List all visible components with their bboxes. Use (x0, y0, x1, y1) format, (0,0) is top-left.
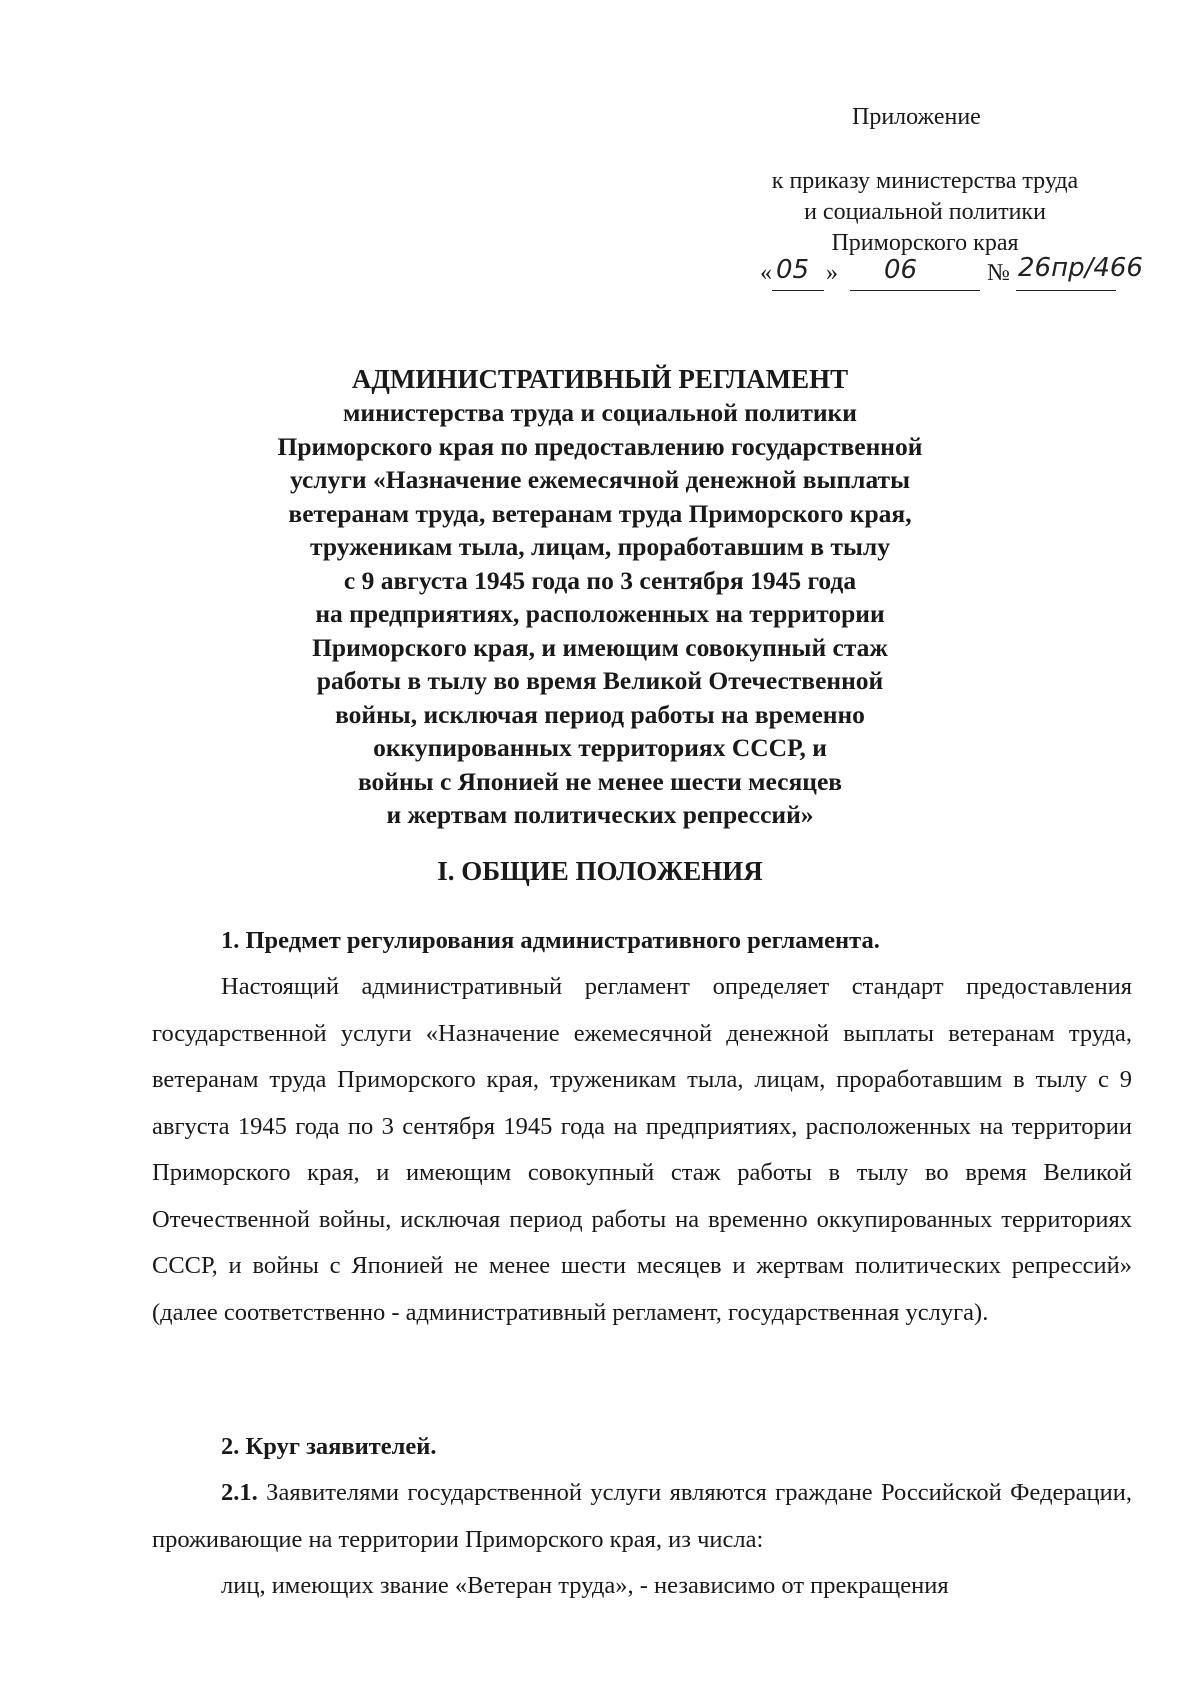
title-line: с 9 августа 1945 года по 3 сентября 1945 года (343, 565, 857, 595)
title-line: труженикам тыла, лицам, проработавшим в тылу (310, 532, 890, 561)
title-line: ветеранам труда, ветеранам труда Приморского края, (288, 498, 912, 528)
annex-line: к приказу министерства труда (771, 168, 1079, 194)
date-month-underline (850, 290, 980, 291)
number-prefix: № (987, 260, 1010, 286)
date-month: 06 (884, 255, 918, 285)
paragraph-veterans: лиц, имеющих звание «Ветеран труда», - независимо от прекращения (221, 1572, 949, 1599)
title-line: Приморского края, и имеющим совокупный стаж (312, 632, 888, 662)
annex-line: Приморского края (831, 230, 1019, 256)
date-day-underline (772, 290, 824, 291)
paragraph-subject: Настоящий административный регламент определяет стандарт предоставления государственной услуги «Назначение ежемесячной денежной выплаты ветеранам труда, ветеранам труда Приморского края, труженикам тыла, лицам, проработавшим в тылу с 9 августа 1945 года по 3 сентября 1945 года на предприятиях, расположенных на территории Приморского края, и имеющим совокупный стаж работы в тылу во время Великой Отечественной войны, исключая период работы на временно оккупированных территориях СССР, и войны с Японией не менее шести месяцев и жертвам политических репрессий» (далее соответственно - административный регламент, государственная услуга). (152, 973, 1132, 1326)
title-line: войны с Японией не менее шести месяцев (357, 766, 843, 796)
paragraph-applicants (152, 1470, 1132, 1563)
title-line: Приморского края по предоставлению государственной (277, 431, 923, 461)
title-line: и жертвам политических репрессий» (386, 800, 814, 829)
clause-text: Заявителями государственной услуги являются граждане Российской Федерации, проживающие на территории Приморского края, из числа: (152, 1479, 1132, 1553)
section-heading: I. ОБЩИЕ ПОЛОЖЕНИЯ (437, 856, 763, 886)
title-line: войны, исключая период работы на временно (335, 699, 865, 729)
order-number-underline (1016, 290, 1116, 291)
date-close-quote: » (826, 260, 838, 286)
title-line: оккупированных территориях СССР, и (373, 733, 827, 762)
subheading-applicants: 2. Круг заявителей. (221, 1433, 437, 1460)
title-line: на предприятиях, расположенных на территории (315, 599, 885, 628)
clause-number: 2.1. (221, 1479, 258, 1506)
subheading-subject: 1. Предмет регулирования административного регламента. (221, 927, 880, 954)
title-main: АДМИНИСТРАТИВНЫЙ РЕГЛАМЕНТ (351, 364, 849, 394)
annex-label: Приложение (852, 104, 981, 130)
date-day: 05 (776, 255, 810, 285)
title-line: работы в тылу во время Великой Отечественной (316, 666, 884, 695)
order-number: 26пр/466 (1018, 253, 1143, 283)
annex-reference (735, 166, 1115, 259)
title-line: услуги «Назначение ежемесячной денежной выплаты (290, 465, 910, 494)
annex-line: и социальной политики (804, 199, 1046, 225)
date-open-quote: « (760, 260, 772, 286)
title-line: министерства труда и социальной политики (343, 398, 857, 427)
document-title (180, 362, 1020, 832)
